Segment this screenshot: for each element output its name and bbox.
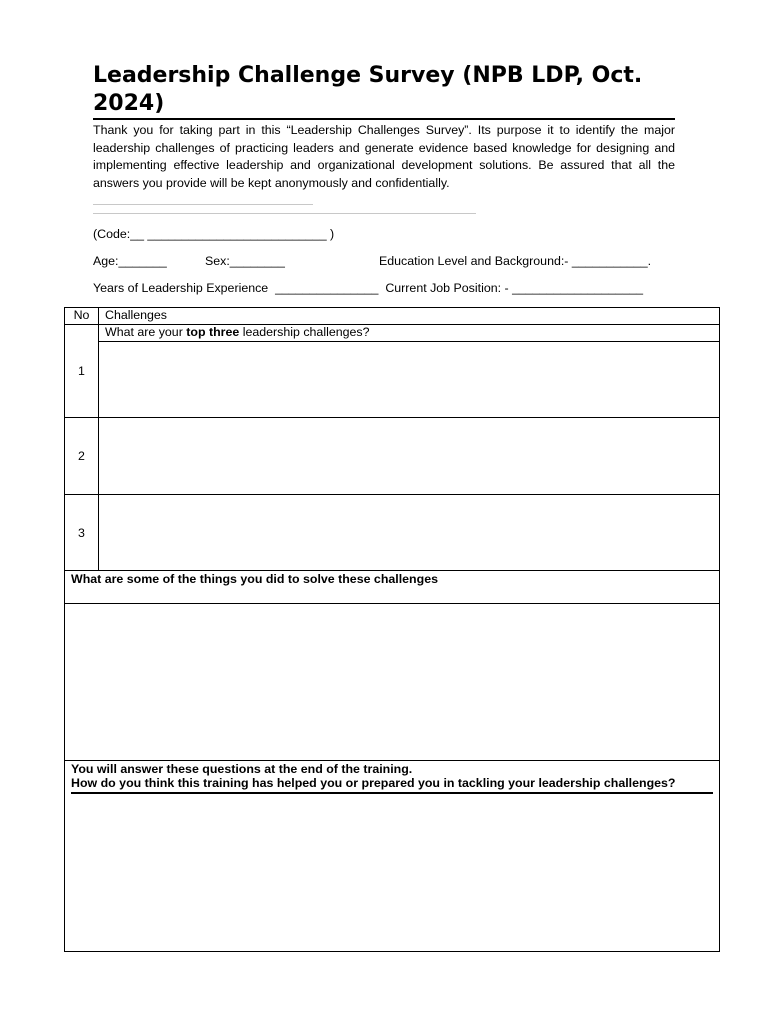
- challenge-answer-2[interactable]: [99, 418, 720, 495]
- table-header-row: [65, 308, 720, 325]
- training-question: How do you think this training has helped you or prepared you in tackling your leadership challenges?: [71, 776, 676, 790]
- sex-label: Sex:: [205, 254, 230, 268]
- education-label: Education Level and Background:-: [379, 254, 572, 268]
- row-number: 2: [65, 418, 99, 495]
- table-row: [65, 571, 720, 604]
- table-row: [65, 495, 720, 571]
- age-blank[interactable]: _______: [118, 254, 167, 268]
- row-number: 1: [65, 325, 99, 418]
- sex-field-row: [205, 253, 285, 269]
- code-label: (Code:__: [93, 227, 148, 241]
- code-field-row: [93, 226, 334, 242]
- title-underline: [93, 118, 675, 120]
- age-label: Age:: [93, 254, 119, 268]
- education-blank[interactable]: ___________.: [571, 254, 652, 268]
- education-field-row: [379, 253, 651, 269]
- position-blank[interactable]: ___________________: [512, 281, 643, 295]
- age-field-row: [93, 253, 167, 269]
- row-number: 3: [65, 495, 99, 571]
- experience-label: Years of Leadership Experience: [93, 281, 276, 295]
- table-row: [65, 325, 720, 342]
- table-row: [65, 342, 720, 418]
- challenge-answer-3[interactable]: [99, 495, 720, 571]
- solve-question: What are some of the things you did to solve these challenges: [65, 571, 720, 604]
- faint-divider: [93, 204, 313, 205]
- position-label: Current Job Position: -: [378, 281, 513, 295]
- experience-field-row: [93, 280, 643, 296]
- challenges-table: [64, 307, 720, 952]
- end-note: You will answer these questions at the end of the training.: [71, 762, 413, 776]
- experience-blank[interactable]: _______________: [275, 281, 379, 295]
- training-answer[interactable]: [65, 761, 720, 952]
- table-row: [65, 604, 720, 761]
- question-underline: [71, 792, 713, 794]
- solve-answer[interactable]: [65, 604, 720, 761]
- challenge-answer-1[interactable]: [99, 342, 720, 418]
- table-row: [65, 761, 720, 952]
- sex-blank[interactable]: ________: [229, 254, 285, 268]
- col-header-challenges: Challenges: [99, 308, 720, 325]
- page-title: Leadership Challenge Survey (NPB LDP, Oct. 2024): [93, 63, 643, 116]
- intro-paragraph: Thank you for taking part in this “Leadership Challenges Survey”. Its purpose it to identify the major leadership challenges of practicing leaders and generate evidence based knowledge for designing and implementing effective leadership and organizational development solutions. Be assured that all the answers you provide will be kept anonymously and confidentially.: [93, 123, 675, 190]
- top-three-question: What are your top three leadership challenges?: [99, 325, 720, 342]
- faint-divider: [93, 213, 476, 214]
- code-close: ): [326, 227, 335, 241]
- table-row: [65, 418, 720, 495]
- col-header-no: No: [65, 308, 99, 325]
- code-blank[interactable]: __________________________: [147, 227, 327, 241]
